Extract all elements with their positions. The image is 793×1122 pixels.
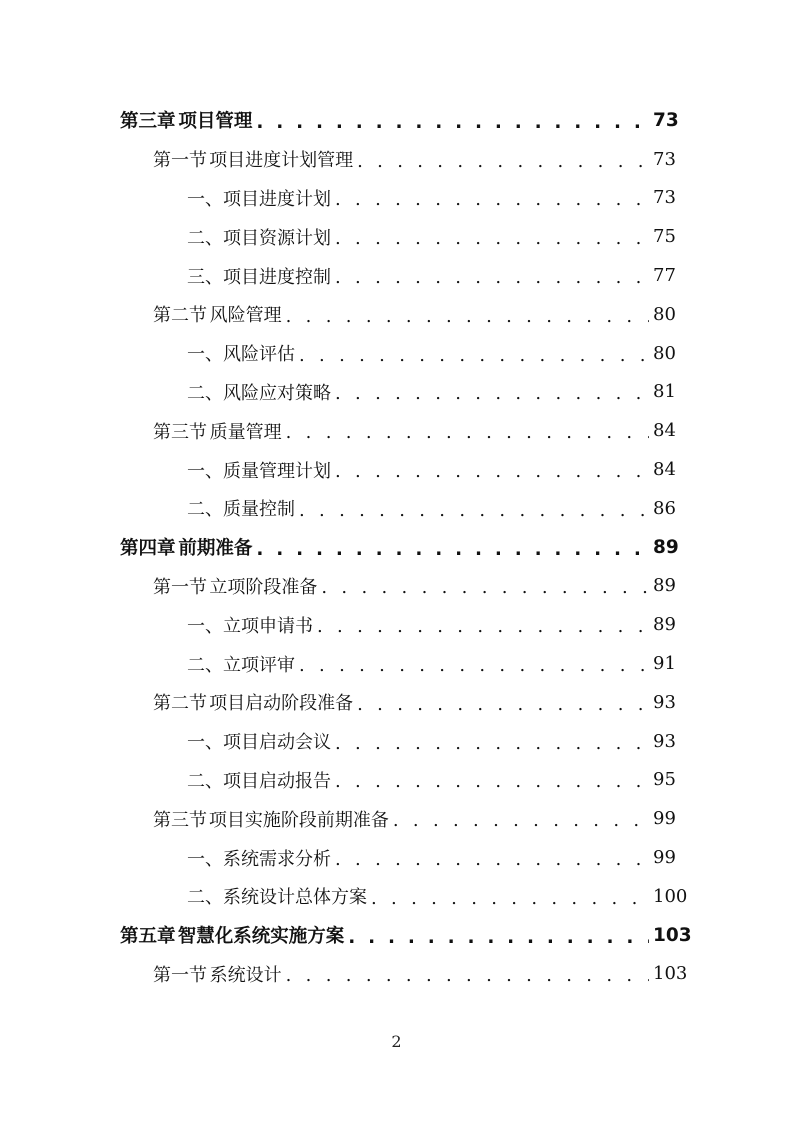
toc-entry-chapter[interactable] — [0, 916, 793, 955]
toc-dot-leader — [286, 965, 649, 986]
toc-entry-title: 项目管理 — [178, 111, 253, 133]
toc-entry-subsection[interactable] — [0, 644, 793, 683]
toc-entry-number: 第五章 — [120, 926, 176, 948]
toc-dot-leader — [256, 539, 649, 560]
toc-dot-leader — [348, 927, 649, 948]
toc-entry-number: 第二节 — [153, 693, 207, 715]
toc-dot-leader — [286, 306, 649, 327]
toc-entry-section[interactable] — [0, 567, 793, 606]
toc-dot-leader — [299, 655, 649, 676]
toc-dot-leader — [299, 500, 649, 521]
toc-entry-page: 80 — [653, 303, 676, 325]
toc-entry-title: 项目进度控制 — [223, 266, 331, 288]
toc-entry-chapter[interactable] — [0, 528, 793, 567]
toc-entry-subsection[interactable] — [0, 489, 793, 528]
toc-entry-number: 二、 — [187, 887, 223, 909]
toc-entry-title: 质量管理计划 — [223, 460, 331, 482]
toc-entry-page: 84 — [653, 420, 676, 442]
toc-entry-page: 95 — [653, 769, 676, 791]
toc-entry-page: 103 — [653, 924, 692, 946]
toc-dot-leader — [299, 345, 649, 366]
toc-entry-subsection[interactable] — [0, 179, 793, 218]
table-of-contents — [0, 101, 793, 993]
toc-entry-number: 一、 — [187, 344, 223, 366]
toc-dot-leader — [335, 771, 649, 792]
toc-entry-page: 100 — [653, 885, 688, 907]
toc-entry-subsection[interactable] — [0, 217, 793, 256]
toc-entry-number: 二、 — [187, 654, 223, 676]
toc-entry-section[interactable] — [0, 140, 793, 179]
toc-entry-title: 项目启动报告 — [223, 770, 331, 792]
toc-entry-number: 一、 — [187, 460, 223, 482]
toc-entry-number: 一、 — [187, 848, 223, 870]
toc-entry-title: 项目资源计划 — [223, 227, 331, 249]
toc-entry-title: 风险应对策略 — [223, 382, 331, 404]
toc-entry-page: 73 — [653, 109, 679, 131]
toc-entry-title: 风险评估 — [223, 344, 295, 366]
toc-dot-leader — [371, 888, 649, 909]
toc-entry-title: 项目进度计划管理 — [209, 150, 354, 172]
toc-entry-page: 91 — [653, 653, 676, 675]
toc-entry-title: 立项申请书 — [223, 615, 313, 637]
toc-entry-subsection[interactable] — [0, 373, 793, 412]
toc-entry-title: 项目进度计划 — [223, 188, 331, 210]
toc-entry-number: 第三节 — [153, 809, 207, 831]
toc-entry-subsection[interactable] — [0, 838, 793, 877]
toc-entry-number: 第一节 — [153, 150, 207, 172]
toc-entry-page: 99 — [653, 847, 676, 869]
toc-entry-section[interactable] — [0, 411, 793, 450]
toc-entry-number: 二、 — [187, 227, 223, 249]
toc-entry-page: 73 — [653, 148, 676, 170]
toc-entry-title: 项目启动阶段准备 — [209, 693, 354, 715]
toc-entry-number: 第三节 — [153, 421, 207, 443]
toc-dot-leader — [335, 849, 649, 870]
toc-dot-leader — [393, 810, 649, 831]
toc-dot-leader — [357, 151, 649, 172]
toc-dot-leader — [357, 694, 649, 715]
toc-entry-page: 73 — [653, 187, 676, 209]
toc-entry-page: 89 — [653, 614, 676, 636]
toc-entry-page: 86 — [653, 497, 676, 519]
toc-dot-leader — [317, 616, 649, 637]
toc-entry-page: 99 — [653, 808, 676, 830]
toc-entry-page: 75 — [653, 226, 676, 248]
toc-entry-page: 84 — [653, 459, 676, 481]
toc-entry-subsection[interactable] — [0, 256, 793, 295]
toc-entry-section[interactable] — [0, 683, 793, 722]
toc-entry-number: 一、 — [187, 732, 223, 754]
toc-entry-page: 77 — [653, 265, 676, 287]
toc-entry-title: 立项阶段准备 — [209, 576, 318, 598]
toc-entry-number: 一、 — [187, 615, 223, 637]
toc-dot-leader — [335, 383, 649, 404]
toc-entry-page: 80 — [653, 342, 676, 364]
toc-dot-leader — [321, 577, 649, 598]
toc-entry-page: 93 — [653, 691, 676, 713]
toc-entry-subsection[interactable] — [0, 334, 793, 373]
toc-entry-title: 质量控制 — [223, 499, 295, 521]
toc-entry-number: 第四章 — [120, 538, 176, 560]
toc-entry-title: 系统设计总体方案 — [223, 887, 367, 909]
toc-dot-leader — [335, 733, 649, 754]
toc-entry-title: 质量管理 — [209, 421, 282, 443]
toc-entry-chapter[interactable] — [0, 101, 793, 140]
toc-entry-subsection[interactable] — [0, 722, 793, 761]
toc-entry-number: 二、 — [187, 382, 223, 404]
toc-dot-leader — [335, 461, 649, 482]
toc-entry-title: 立项评审 — [223, 654, 295, 676]
toc-dot-leader — [335, 228, 649, 249]
toc-entry-section[interactable] — [0, 955, 793, 994]
toc-entry-title: 前期准备 — [178, 538, 253, 560]
toc-entry-subsection[interactable] — [0, 605, 793, 644]
toc-entry-title: 系统需求分析 — [223, 848, 331, 870]
toc-dot-leader — [335, 267, 649, 288]
toc-entry-title: 项目启动会议 — [223, 732, 331, 754]
toc-entry-subsection[interactable] — [0, 761, 793, 800]
toc-dot-leader — [335, 189, 649, 210]
toc-entry-title: 风险管理 — [209, 305, 282, 327]
page-number: 2 — [391, 1032, 402, 1051]
toc-entry-page: 93 — [653, 730, 676, 752]
toc-entry-section[interactable] — [0, 799, 793, 838]
toc-entry-page: 89 — [653, 575, 676, 597]
toc-entry-title: 项目实施阶段前期准备 — [208, 809, 389, 831]
toc-entry-number: 第三章 — [120, 111, 176, 133]
toc-entry-number: 第一节 — [153, 964, 207, 986]
toc-entry-title: 智慧化系统实施方案 — [177, 926, 345, 948]
toc-entry-number: 第二节 — [153, 305, 207, 327]
toc-entry-title: 系统设计 — [209, 964, 282, 986]
toc-entry-number: 三、 — [187, 266, 223, 288]
toc-entry-number: 二、 — [187, 770, 223, 792]
toc-dot-leader — [256, 112, 649, 133]
toc-entry-page: 103 — [653, 963, 688, 985]
toc-entry-section[interactable] — [0, 295, 793, 334]
toc-entry-page: 89 — [653, 536, 679, 558]
toc-entry-number: 一、 — [187, 188, 223, 210]
toc-dot-leader — [286, 422, 649, 443]
toc-entry-page: 81 — [653, 381, 676, 403]
toc-entry-subsection[interactable] — [0, 877, 793, 916]
toc-entry-subsection[interactable] — [0, 450, 793, 489]
toc-entry-number: 二、 — [187, 499, 223, 521]
toc-entry-number: 第一节 — [153, 576, 207, 598]
